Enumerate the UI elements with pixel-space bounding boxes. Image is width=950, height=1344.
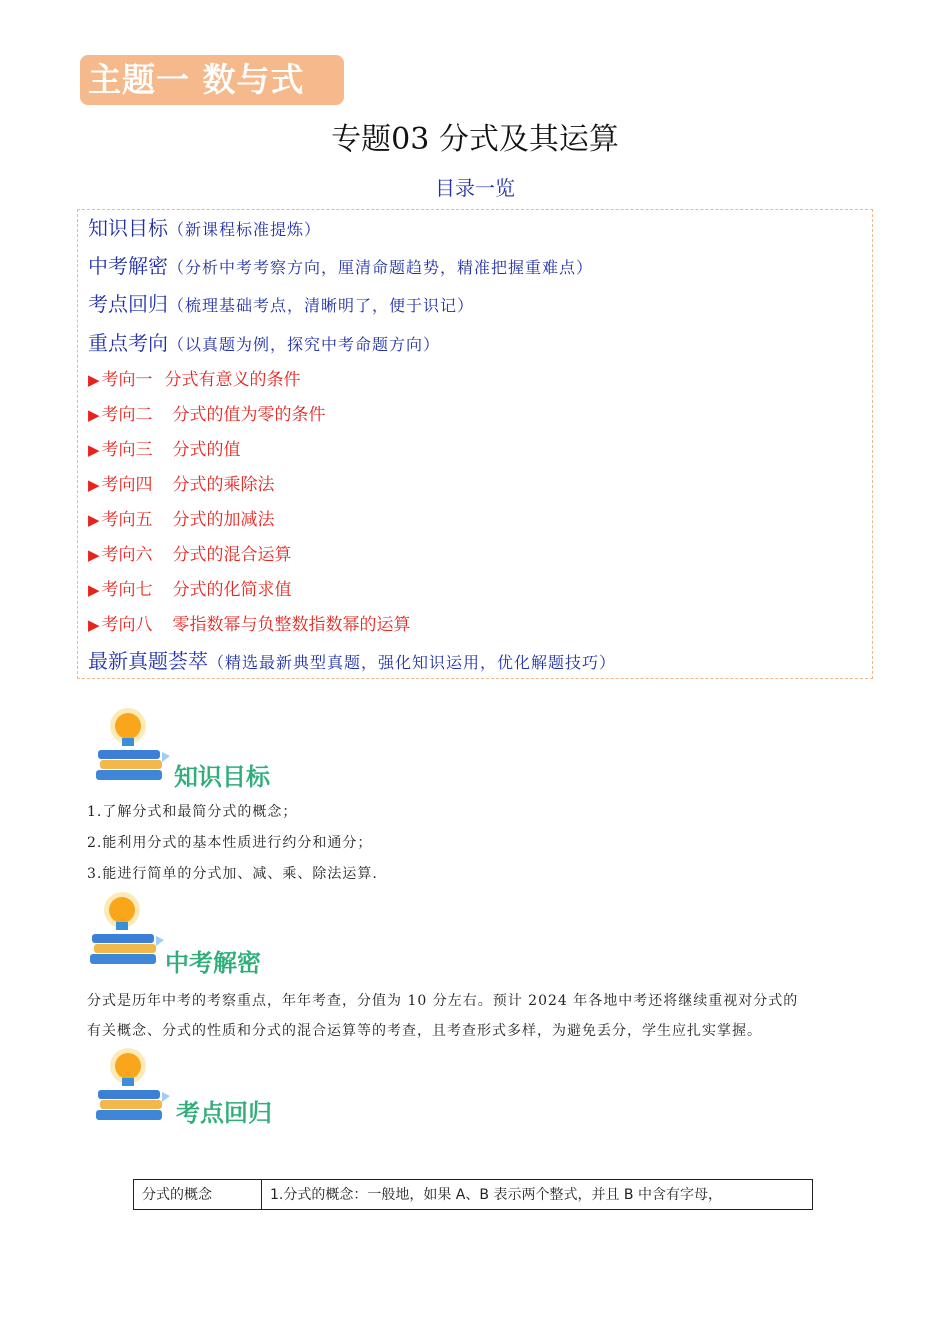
toc-item-label: 中考解密 [88, 254, 168, 278]
toc-item-decode[interactable] [88, 250, 593, 279]
toc-subitem[interactable]: ▶ 考向二 分式的值为零的条件 [88, 405, 326, 425]
toc-subitem[interactable]: ▶ 考向四 分式的乘除法 [88, 475, 275, 495]
toc-subitem[interactable]: ▶ 考向一 分式有意义的条件 [88, 370, 301, 390]
table-cell-topic: 分式的概念 [134, 1180, 262, 1210]
triangle-right-icon: ▶ [88, 581, 100, 599]
triangle-right-icon: ▶ [88, 616, 100, 634]
toc-item-label: 考点回归 [88, 292, 168, 316]
section-title-decode: 中考解密 [165, 949, 261, 977]
triangle-right-icon: ▶ [88, 441, 100, 459]
section-title-knowledge: 知识目标 [174, 763, 270, 791]
triangle-right-icon: ▶ [88, 371, 100, 389]
theme-badge: 主题一 数与式 [80, 55, 344, 105]
toc-item-knowledge[interactable] [88, 212, 321, 241]
toc-item-label: 最新真题荟萃 [88, 649, 208, 673]
toc-heading: 目录一览 [435, 176, 515, 200]
toc-item-note: （新课程标准提炼） [168, 220, 322, 239]
toc-box [77, 209, 873, 679]
knowledge-line: 3.能进行简单的分式加、减、乘、除法运算. [87, 866, 378, 882]
toc-item-latest[interactable] [88, 645, 616, 674]
knowledge-line: 1.了解分式和最简分式的概念； [87, 804, 298, 820]
page-title: 专题03 分式及其运算 [331, 122, 619, 157]
decode-line: 分式是历年中考的考察重点，年年考查，分值为 10 分左右。预计 2024 年各地中考还将继续重视对分式的 [87, 993, 799, 1009]
triangle-right-icon: ▶ [88, 546, 100, 564]
lightbulb-books-icon [92, 706, 172, 792]
triangle-right-icon: ▶ [88, 406, 100, 424]
lightbulb-books-icon [86, 890, 166, 976]
toc-item-note: （精选最新典型真题，强化知识运用，优化解题技巧） [208, 653, 617, 672]
toc-subitem[interactable]: ▶ 考向八 零指数幂与负整数指数幂的运算 [88, 615, 411, 635]
lightbulb-books-icon [92, 1046, 172, 1132]
triangle-right-icon: ▶ [88, 476, 100, 494]
toc-item-review[interactable] [88, 288, 474, 317]
toc-subitem[interactable]: ▶ 考向七 分式的化简求值 [88, 580, 292, 600]
toc-item-note: （以真题为例，探究中考命题方向） [168, 335, 441, 354]
toc-subitem[interactable]: ▶ 考向五 分式的加减法 [88, 510, 275, 530]
section-title-review: 考点回归 [176, 1099, 272, 1127]
triangle-right-icon: ▶ [88, 511, 100, 529]
table-cell-content: 1.分式的概念：一般地，如果 A、B 表示两个整式，并且 B 中含有字母， [262, 1180, 813, 1210]
toc-item-label: 重点考向 [88, 331, 168, 355]
toc-item-focus[interactable] [88, 327, 440, 356]
toc-item-label: 知识目标 [88, 216, 168, 240]
knowledge-line: 2.能利用分式的基本性质进行约分和通分； [87, 835, 373, 851]
concept-table [133, 1179, 813, 1210]
decode-line: 有关概念、分式的性质和分式的混合运算等的考查，且考查形式多样，为避免丢分，学生应扎实掌握。 [87, 1023, 762, 1039]
table-row [134, 1180, 813, 1210]
toc-subitem[interactable]: ▶ 考向六 分式的混合运算 [88, 545, 292, 565]
toc-subitem[interactable]: ▶ 考向三 分式的值 [88, 440, 241, 460]
toc-item-note: （梳理基础考点，清晰明了，便于识记） [168, 296, 475, 315]
toc-item-note: （分析中考考察方向，厘清命题趋势，精准把握重难点） [168, 258, 594, 277]
